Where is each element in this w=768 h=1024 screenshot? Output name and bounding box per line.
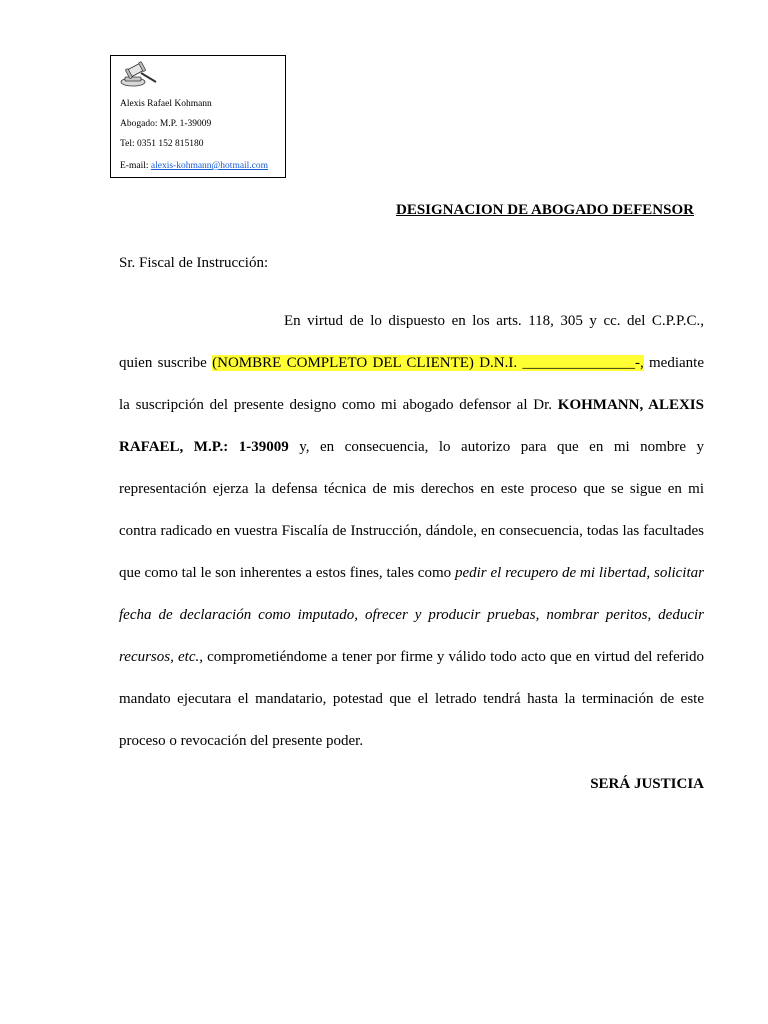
lawyer-designation: KOHMANN, ALEXIS RAFAEL, M.P.: 1-39009 xyxy=(119,397,704,455)
body-text-2: mediante la suscripción del presente designo como mi abogado defensor al Dr. xyxy=(119,355,704,413)
closing-formula: SERÁ JUSTICIA xyxy=(590,776,704,792)
gavel-icon xyxy=(119,60,159,88)
body-text-1: En virtud de lo dispuesto en los arts. 118, 305 y cc. del C.P.P.C., quien suscribe xyxy=(119,313,704,371)
email-label: E-mail: xyxy=(120,161,151,171)
email-link[interactable]: alexis-kohmann@hotmail.com xyxy=(150,161,269,171)
lawyer-email-line xyxy=(120,160,268,172)
letterhead-box xyxy=(110,55,286,178)
lawyer-name: Alexis Rafael Kohmann xyxy=(120,99,212,109)
lawyer-registration: Abogado: M.P. 1-39009 xyxy=(120,119,212,129)
body-paragraph xyxy=(119,300,704,762)
body-text-3: y, en consecuencia, lo autorizo para que en mi nombre y representación ejerza la defensa técnica de mis derechos en este proceso que se sigue en mi contra radicado en vuestra Fiscalía de Instrucción, dándole, en consecuencia, todas las facultades que como tal le son inherentes a estos fines, tales como xyxy=(119,439,704,581)
client-placeholder-highlight: (NOMBRE COMPLETO DEL CLIENTE) D.N.I. _______________-, xyxy=(212,355,644,371)
document-body xyxy=(119,300,704,762)
salutation: Sr. Fiscal de Instrucción: xyxy=(119,255,269,271)
lawyer-phone: Tel: 0351 152 815180 xyxy=(120,139,204,149)
body-text-4: comprometiéndome a tener por firme y válido todo acto que en virtud del referido mandato ejecutara el mandatario, potestad que el letrado tendrá hasta la terminación de este proceso o revocación del presente poder. xyxy=(119,649,704,749)
granted-powers: pedir el recupero de mi libertad, solicitar fecha de declaración como imputado, ofrecer y producir pruebas, nombrar peritos, deducir recursos, etc., xyxy=(119,565,704,665)
document-title: DESIGNACION DE ABOGADO DEFENSOR xyxy=(396,202,694,218)
